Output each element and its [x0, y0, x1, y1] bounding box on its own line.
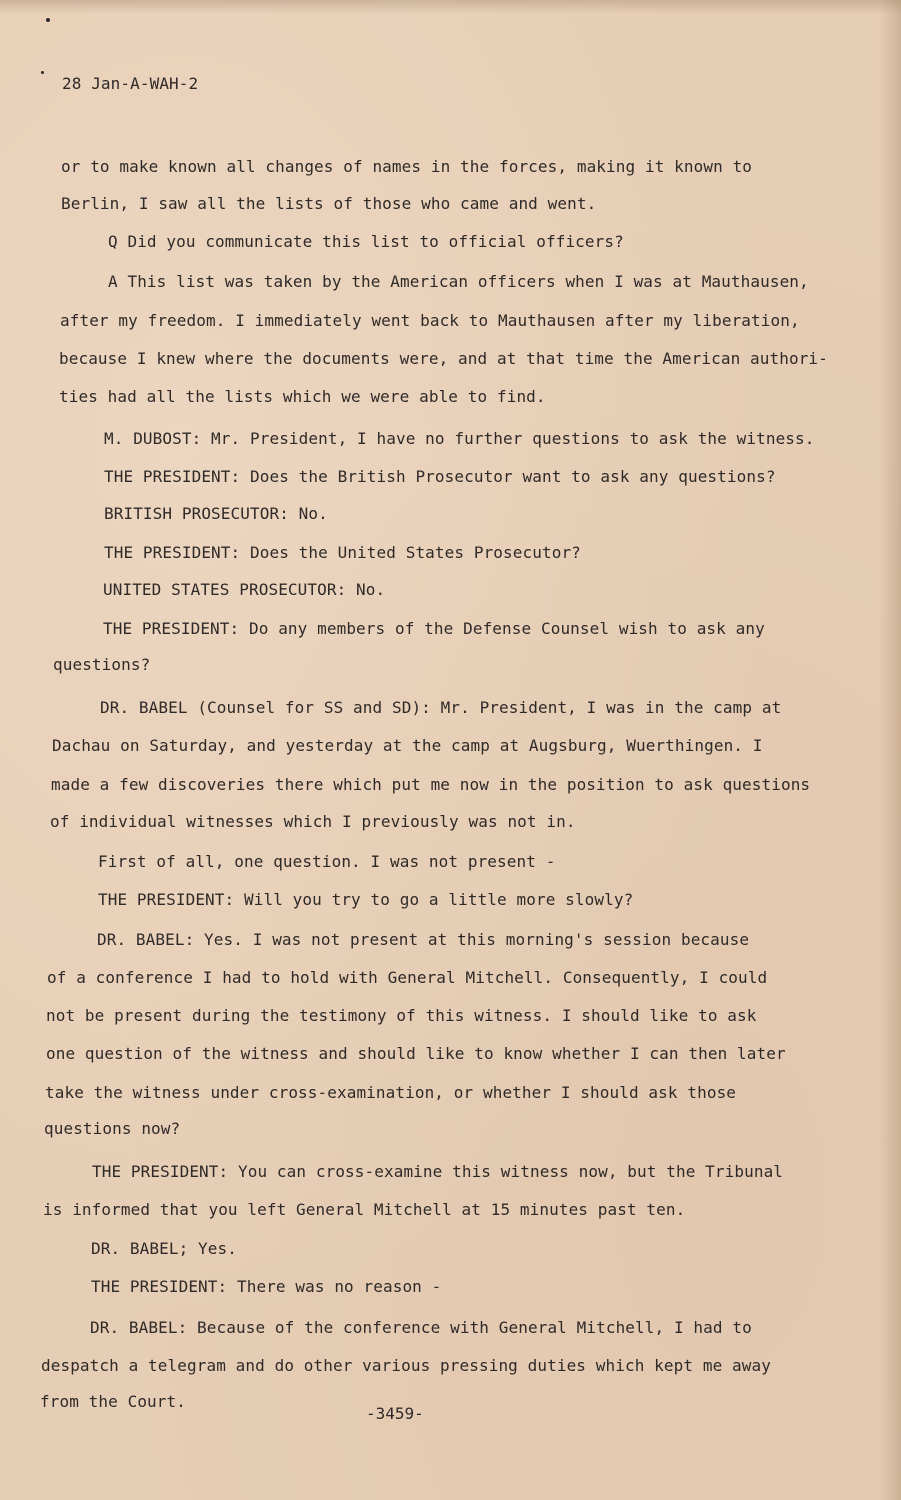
text-line: First of all, one question. I was not present - — [98, 852, 556, 871]
text-line: from the Court. — [40, 1392, 186, 1411]
text-line: THE PRESIDENT: Does the United States Prosecutor? — [104, 543, 581, 562]
text-line: because I knew where the documents were, and at that time the American authori- — [59, 349, 828, 368]
text-line: DR. BABEL; Yes. — [91, 1239, 237, 1258]
ink-speck-mark — [46, 18, 50, 22]
text-line: of a conference I had to hold with General Mitchell. Consequently, I could — [47, 968, 768, 987]
text-line: THE PRESIDENT: Do any members of the Defense Counsel wish to ask any — [103, 619, 765, 638]
page-number: -3459- — [366, 1404, 424, 1423]
paper-edge-right — [879, 0, 901, 1500]
text-line: THE PRESIDENT: You can cross-examine this witness now, but the Tribunal — [92, 1162, 784, 1181]
paper-edge-top — [0, 0, 901, 14]
text-line: BRITISH PROSECUTOR: No. — [104, 504, 328, 523]
text-line: of individual witnesses which I previously was not in. — [50, 812, 576, 831]
text-line: made a few discoveries there which put me now in the position to ask questions — [51, 775, 811, 794]
text-line: M. DUBOST: Mr. President, I have no further questions to ask the witness. — [104, 429, 815, 448]
text-line: A This list was taken by the American officers when I was at Mauthausen, — [108, 272, 809, 291]
text-line: not be present during the testimony of this witness. I should like to ask — [46, 1006, 757, 1025]
text-line: is informed that you left General Mitchell at 15 minutes past ten. — [43, 1200, 686, 1219]
text-line: one question of the witness and should like to know whether I can then later — [46, 1044, 786, 1063]
text-line: questions now? — [44, 1119, 181, 1138]
text-line: or to make known all changes of names in the forces, making it known to — [61, 157, 753, 176]
document-header: 28 Jan-A-WAH-2 — [62, 74, 199, 93]
text-line: DR. BABEL: Yes. I was not present at this morning's session because — [97, 930, 750, 949]
text-line: ties had all the lists which we were able to find. — [59, 387, 546, 406]
text-line: after my freedom. I immediately went back to Mauthausen after my liberation, — [60, 311, 800, 330]
ink-speck-mark — [41, 71, 44, 74]
text-line: THE PRESIDENT: Does the British Prosecutor want to ask any questions? — [104, 467, 776, 486]
text-line: Dachau on Saturday, and yesterday at the camp at Augsburg, Wuerthingen. I — [52, 736, 763, 755]
text-line: despatch a telegram and do other various pressing duties which kept me away — [41, 1356, 771, 1375]
text-line: DR. BABEL (Counsel for SS and SD): Mr. President, I was in the camp at — [100, 698, 782, 717]
text-line: questions? — [53, 655, 151, 674]
text-line: DR. BABEL: Because of the conference with General Mitchell, I had to — [90, 1318, 752, 1337]
text-line: THE PRESIDENT: Will you try to go a little more slowly? — [98, 890, 634, 909]
text-line: Berlin, I saw all the lists of those who came and went. — [61, 194, 597, 213]
text-line: THE PRESIDENT: There was no reason - — [91, 1277, 442, 1296]
text-line: take the witness under cross-examination, or whether I should ask those — [45, 1083, 737, 1102]
text-line: UNITED STATES PROSECUTOR: No. — [103, 580, 386, 599]
text-line: Q Did you communicate this list to official officers? — [108, 232, 624, 251]
